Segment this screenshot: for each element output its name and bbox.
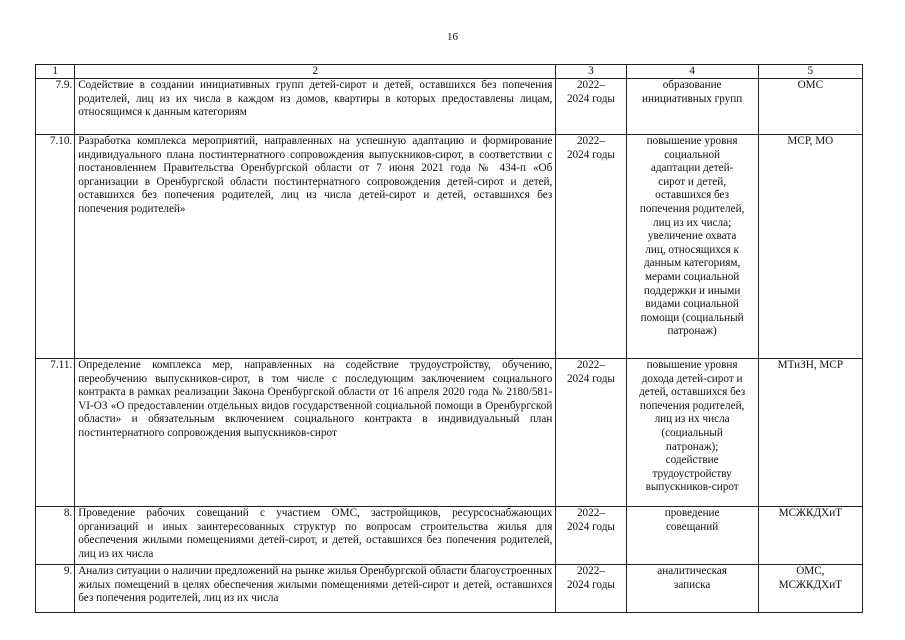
table-header-row [36, 65, 863, 79]
expected-result: повышение уровня социальной адаптации детей- сирот и детей, оставшихся без попечения родителей, лиц из их числа; увеличение охвата лиц, относящихся к данным категориям, мерами социальной поддержки и иными видами социальной помощи (социальный патронаж) [626, 135, 758, 359]
column-header-3: 3 [556, 65, 626, 79]
responsible-executor: МСР, МО [758, 135, 862, 359]
row-number: 9. [36, 565, 75, 613]
table-row [36, 79, 863, 135]
column-header-1: 1 [36, 65, 75, 79]
table-row [36, 507, 863, 565]
implementation-period: 2022– 2024 годы [556, 359, 626, 507]
implementation-period: 2022– 2024 годы [556, 565, 626, 613]
responsible-executor: МСЖКДХиТ [758, 507, 862, 565]
measure-description: Определение комплекса мер, направленных на содействие трудоустройству, обучению, переобучению выпускников-сирот, в том числе с последующим заключением социального контракта в рамках реализации Закона Оренбургской области от 16 апреля 2020 года № 2180/581-VI-ОЗ «О предоставлении отдельных видов государственной социальной помощи в Оренбургской области» и обязательным включением социального контракта в индивидуальный план постинтернатного сопровождения выпускников-сирот [75, 359, 556, 507]
expected-result: аналитическая записка [626, 565, 758, 613]
page-number: 16 [447, 31, 458, 43]
responsible-executor: ОМС [758, 79, 862, 135]
row-number: 7.10. [36, 135, 75, 359]
column-header-4: 4 [626, 65, 758, 79]
expected-result: повышение уровня дохода детей-сирот и детей, оставшихся без попечения родителей, лиц из их числа (социальный патронаж); содействие трудоустройству выпускников-сирот [626, 359, 758, 507]
action-plan-table [35, 64, 863, 613]
expected-result: образование инициативных групп [626, 79, 758, 135]
table-row [36, 135, 863, 359]
measure-description: Разработка комплекса мероприятий, направленных на успешную адаптацию и формирование индивидуального плана постинтернатного сопровождения выпускников-сирот, в соответствии с постановлением Правительства Оренбургской области от 7 июня 2021 года № 434-п «Об организации в Оренбургской области постинтернатного сопровождения детей-сирот и детей, оставшихся без попечения родителей, лиц из числа детей-сирот и детей, оставшихся без попечения родителей» [75, 135, 556, 359]
table-row [36, 359, 863, 507]
row-number: 8. [36, 507, 75, 565]
measure-description: Анализ ситуации о наличии предложений на рынке жилья Оренбургской области благоустроенных жилых помещений в целях обеспечения жилыми помещениями детей-сирот и детей, оставшихся без попечения родителей, лиц из их числа [75, 565, 556, 613]
table-row [36, 565, 863, 613]
measure-description: Содействие в создании инициативных групп детей-сирот и детей, оставшихся без попечения родителей, лиц из их числа в каждом из домов, квартиры в которых предоставлены лицам, относящимся к данным категориям [75, 79, 556, 135]
measure-description: Проведение рабочих совещаний с участием ОМС, застройщиков, ресурсоснабжающих организаций и иных заинтересованных структур по вопросам строительства жилья для обеспечения жилыми помещениями детей-сирот, и детей, оставшихся без попечения родителей, лиц из их числа [75, 507, 556, 565]
implementation-period: 2022– 2024 годы [556, 79, 626, 135]
responsible-executor: МТиЗН, МСР [758, 359, 862, 507]
implementation-period: 2022– 2024 годы [556, 135, 626, 359]
column-header-2: 2 [75, 65, 556, 79]
implementation-period: 2022– 2024 годы [556, 507, 626, 565]
column-header-5: 5 [758, 65, 862, 79]
expected-result: проведение совещаний [626, 507, 758, 565]
row-number: 7.11. [36, 359, 75, 507]
row-number: 7.9. [36, 79, 75, 135]
responsible-executor: ОМС, МСЖКДХиТ [758, 565, 862, 613]
